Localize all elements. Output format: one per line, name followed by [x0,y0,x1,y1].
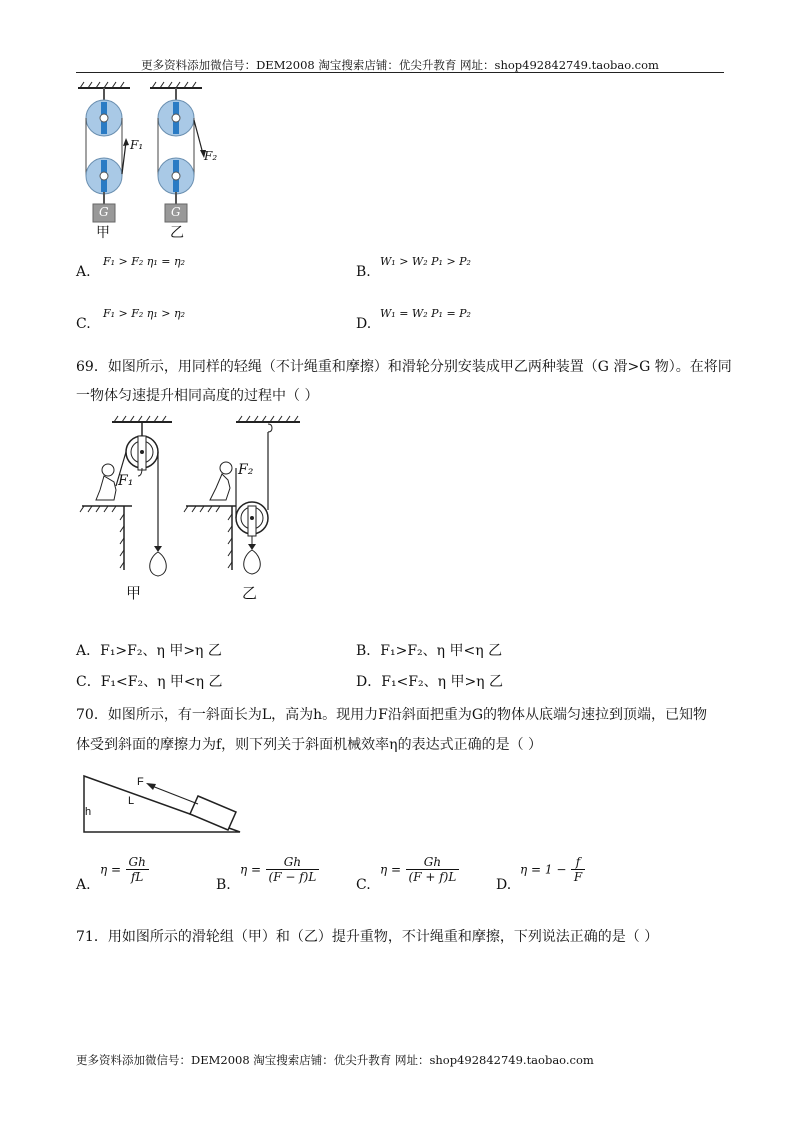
q70-option-d-lhs: η = 1 − [520,862,567,877]
q69-option-b: B．F₁>F₂、η 甲<η 乙 [356,643,503,659]
q68-label-left: 甲 [96,225,110,241]
q69-label-right: 乙 [242,584,258,602]
q71-stem-line1: 71．用如图所示的滑轮组（甲）和（乙）提升重物，不计绳重和摩擦，下列说法正确的是（ ） [76,929,659,945]
q70-option-b-letter: B. [216,877,231,893]
q69-option-d: D．F₁<F₂、η 甲>η 乙 [356,674,504,690]
q70-option-a-lhs: η = [100,862,122,877]
q68-option-b-letter: B. [356,264,371,280]
page-footer: 更多资料添加微信号：DEM2008 淘宝搜索店铺：优尖升教育 网址：shop492842749.taobao.com [76,1053,594,1067]
q68-weight-left: G [99,205,109,219]
q70-option-d-num: f [575,855,581,869]
q70-option-b-num: Gh [283,855,302,869]
q69-stem-line1: 69．如图所示，用同样的轻绳（不计绳重和摩擦）和滑轮分别安装成甲乙两种装置（G 滑>G 物）。在将同 [76,359,732,375]
q69-option-a: A．F₁>F₂、η 甲>η 乙 [76,643,222,659]
q69-pulley-figure [76,410,306,580]
q69-f2-label: F₂ [238,462,254,478]
q70-option-c-letter: C. [356,877,371,893]
q68-label-right: 乙 [170,225,184,241]
q70-option-c-den: (F + f)L [406,869,460,884]
q69-stem-line2: 一物体匀速提升相同高度的过程中（ ） [76,388,319,404]
q70-option-c-lhs: η = [380,862,402,877]
q70-force-label: F [137,776,144,788]
q70-option-d-letter: D. [496,877,512,893]
q68-f2-label: F₂ [204,149,218,163]
q70-option-d [520,855,585,884]
page-header: 更多资料添加微信号：DEM2008 淘宝搜索店铺：优尖升教育 网址：shop492842749.taobao.com [141,58,659,72]
q69-option-c: C．F₁<F₂、η 甲<η 乙 [76,674,223,690]
q68-option-b: W₁ > W₂ P₁ > P₂ [380,255,471,268]
q70-option-c [380,855,459,884]
q70-option-a-letter: A. [76,877,91,893]
q69-label-left: 甲 [126,584,142,602]
q68-option-d-letter: D. [356,316,372,332]
q70-option-b-lhs: η = [240,862,262,877]
q68-option-c-letter: C. [76,316,91,332]
q70-length-label: L [128,795,135,807]
q68-f1-label: F₁ [130,138,144,152]
q70-option-a-den: fL [126,869,149,884]
q68-option-c: F₁ > F₂ η₁ > η₂ [103,307,186,320]
q70-option-d-den: F [571,869,585,884]
q68-option-d: W₁ = W₂ P₁ = P₂ [380,307,471,320]
q68-weight-right: G [171,205,181,219]
q69-f1-label: F₁ [118,473,134,489]
q70-stem-line1: 70．如图所示，有一斜面长为L，高为h。现用力F沿斜面把重为G的物体从底端匀速拉到顶端，已知物 [76,707,708,723]
header-rule [76,72,724,73]
q70-height-label: h [85,806,92,818]
q68-option-a: F₁ > F₂ η₁ = η₂ [103,255,186,268]
q70-option-b-den: (F − f)L [266,869,320,884]
q70-stem-line2: 体受到斜面的摩擦力为f，则下列关于斜面机械效率η的表达式正确的是（ ） [76,737,543,753]
q70-option-c-num: Gh [423,855,442,869]
q70-option-b [240,855,319,884]
q70-incline-figure [80,772,250,836]
q70-option-a-num: Gh [128,855,146,869]
q68-option-a-letter: A. [76,264,91,280]
q70-option-a [100,855,149,884]
